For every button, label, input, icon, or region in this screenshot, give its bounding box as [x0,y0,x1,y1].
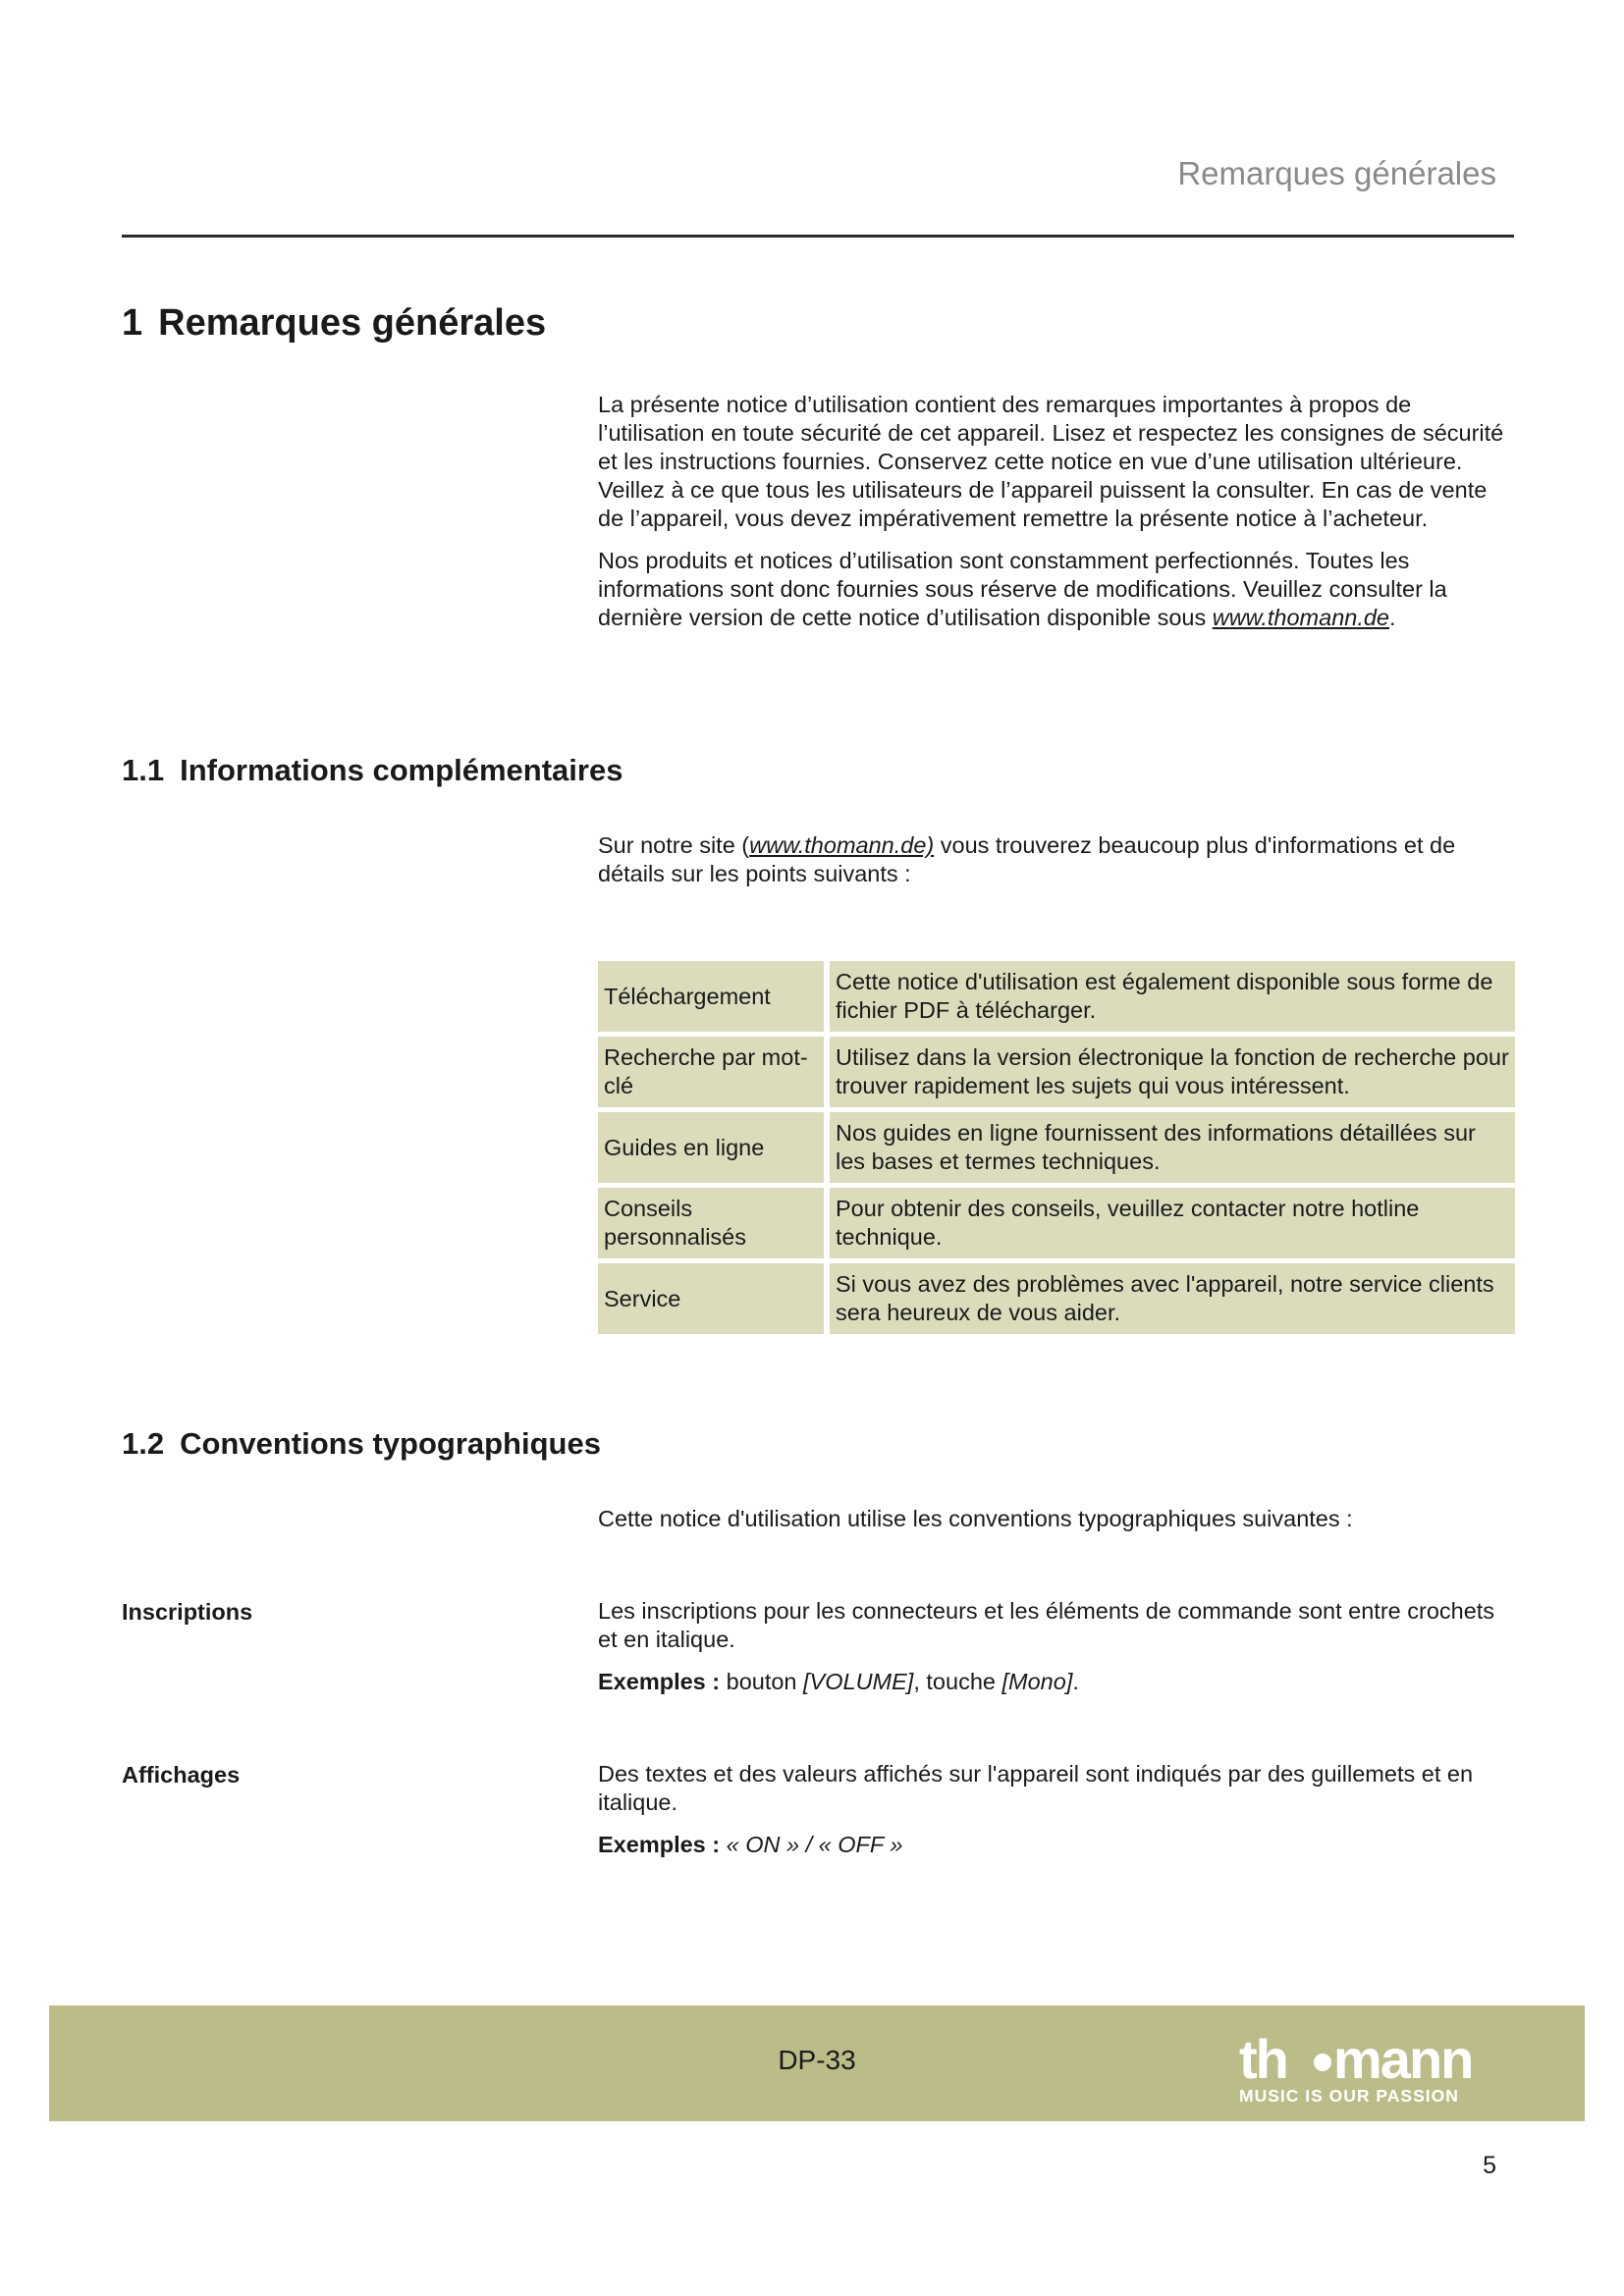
thomann-site-link[interactable]: www.thomann.de) [749,832,935,858]
section-heading [122,302,546,345]
revision-suffix: . [1389,605,1396,630]
subsection-heading-info [122,753,623,788]
table-description: Cette notice d'utilisation est également disponible sous forme de fichier PDF à télécharger. [830,961,1515,1032]
table-row [598,1188,1515,1258]
table-row [598,1037,1515,1107]
table-row [598,961,1515,1032]
inscriptions-body [598,1597,1516,1710]
info-intro-paragraph [598,831,1516,888]
example-text: . [1072,1669,1079,1694]
inscriptions-label: Inscriptions [122,1599,253,1625]
table-term: Guides en ligne [598,1112,830,1183]
svg-text:mann: mann [1333,2028,1473,2090]
example-mono: [Mono] [1001,1669,1073,1694]
svg-text:th: th [1239,2028,1287,2090]
info-intro-prefix: Sur notre site ( [598,832,750,858]
inscriptions-text: Les inscriptions pour les connecteurs et les éléments de commande sont entre crochets et en italique. [598,1598,1495,1652]
intro-paragraph: La présente notice d’utilisation contient des remarques importantes à propos de l’utilisation en toute sécurité de cet appareil. Lisez et respectez les consignes de sécurité et les instructions fournies. Conservez cette notice en vue d’une utilisation ultérieure. Veillez à ce que tous les utilisateurs de l’appareil puissent la consulter. En cas de vente de l’appareil, vous devez impérativement remettre la présente notice à l’acheteur. [598,392,1504,531]
header-divider [122,235,1514,238]
section-body [598,391,1516,646]
table-term: Téléchargement [598,961,830,1032]
example-on-off: « ON » / « OFF » [720,1832,903,1857]
section-title: Remarques générales [158,302,547,344]
subsection-heading-conventions [122,1426,601,1462]
table-term: Recherche par mot-clé [598,1037,830,1107]
example-volume: [VOLUME] [803,1669,914,1694]
section-number: 1 [122,302,143,344]
affichages-examples [598,1831,1516,1859]
subsection-title: Conventions typographiques [180,1426,601,1461]
page-number: 5 [1483,2152,1496,2179]
thomann-link[interactable]: www.thomann.de [1212,605,1390,630]
example-text: bouton [720,1669,804,1694]
table-term: Conseils personnalisés [598,1188,830,1258]
inscriptions-examples [598,1668,1516,1696]
affichages-label: Affichages [122,1762,241,1788]
subsection-number: 1.1 [122,753,165,787]
info-table [598,956,1515,1339]
running-header-title: Remarques générales [1177,155,1496,191]
conventions-intro: Cette notice d'utilisation utilise les conventions typographiques suivantes : [598,1506,1353,1531]
table-term: Service [598,1263,830,1334]
subsection-number: 1.2 [122,1426,165,1461]
table-description: Pour obtenir des conseils, veuillez contacter notre hotline technique. [830,1188,1515,1258]
revision-text: Nos produits et notices d’utilisation sont constamment perfectionnés. Toutes les informations sont donc fournies sous réserve de modifications. Veuillez consulter la dernière version de cette notice d’utilisation disponible sous [598,548,1447,630]
table-row [598,1112,1515,1183]
footer-band [49,2005,1585,2121]
affichages-body [598,1760,1516,1873]
table-row [598,1263,1515,1334]
revision-paragraph [598,547,1516,632]
table-description: Utilisez dans la version électronique la fonction de recherche pour trouver rapidement les sujets qui vous intéressent. [830,1037,1515,1107]
info-intro [598,831,1516,902]
examples-label: Exemples : [598,1669,721,1694]
table-description: Nos guides en ligne fournissent des informations détaillées sur les bases et termes techniques. [830,1112,1515,1183]
model-name: DP-33 [778,2045,856,2075]
example-text: , touche [913,1669,1002,1694]
table-description: Si vous avez des problèmes avec l'appareil, notre service clients sera heureux de vous aider. [830,1263,1515,1334]
subsection-title: Informations complémentaires [180,753,623,787]
affichages-text: Des textes et des valeurs affichés sur l'appareil sont indiqués par des guillemets et en italique. [598,1761,1474,1815]
info-intro-suffix: vous trouverez beaucoup plus d'informations et de détails sur les points suivants : [598,832,1456,886]
svg-text:MUSIC IS OUR PASSION: MUSIC IS OUR PASSION [1239,2086,1459,2106]
examples-label: Exemples : [598,1832,721,1857]
thomann-logo-icon [1237,2027,1502,2106]
